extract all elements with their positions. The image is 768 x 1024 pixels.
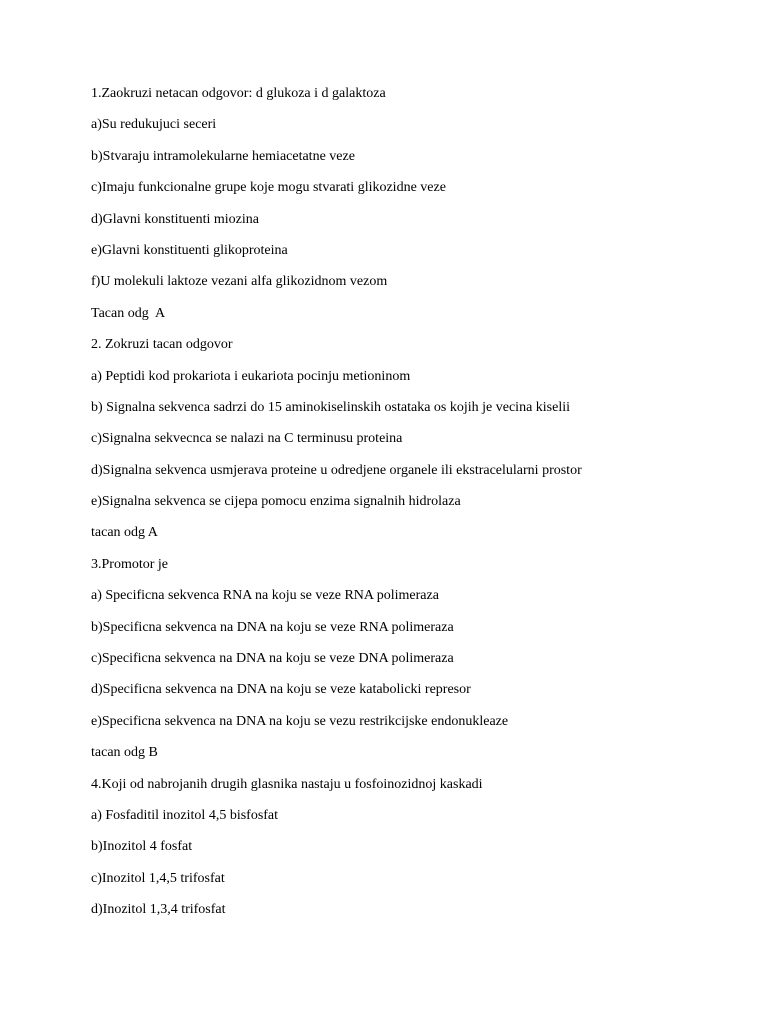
question-2-option-d: d)Signalna sekvenca usmjerava proteine u odredjene organele ili ekstracelularni prostor <box>91 462 582 478</box>
question-1-option-e: e)Glavni konstituenti glikoproteina <box>91 242 288 258</box>
question-3-answer: tacan odg B <box>91 745 158 761</box>
question-4-option-c: c)Inozitol 1,4,5 trifosfat <box>91 870 225 886</box>
question-3-option-c: c)Specificna sekvenca na DNA na koju se veze DNA polimeraza <box>91 651 454 667</box>
question-2-prompt: 2. Zokruzi tacan odgovor <box>91 337 233 353</box>
question-3-option-a: a) Specificna sekvenca RNA na koju se veze RNA polimeraza <box>91 588 439 604</box>
question-2-option-e: e)Signalna sekvenca se cijepa pomocu enzima signalnih hidrolaza <box>91 494 461 510</box>
question-2-option-a: a) Peptidi kod prokariota i eukariota pocinju metioninom <box>91 368 411 384</box>
document-text-body <box>91 84 751 932</box>
question-4-option-b: b)Inozitol 4 fosfat <box>91 839 193 855</box>
question-1-prompt: 1.Zaokruzi netacan odgovor: d glukoza i d galaktoza <box>91 86 386 101</box>
question-3-option-d: d)Specificna sekvenca na DNA na koju se veze katabolicki represor <box>91 682 471 698</box>
question-1-answer: Tacan odg A <box>91 305 166 321</box>
question-1-option-b: b)Stvaraju intramolekularne hemiacetatne veze <box>91 148 355 164</box>
question-4-option-a: a) Fosfaditil inozitol 4,5 bisfosfat <box>91 807 279 823</box>
question-1-option-c: c)Imaju funkcionalne grupe koje mogu stvarati glikozidne veze <box>91 180 446 196</box>
question-2-answer: tacan odg A <box>91 525 158 541</box>
question-2-option-b: b) Signalna sekvenca sadrzi do 15 aminokiselinskih ostataka os kojih je vecina kiselii <box>91 399 571 415</box>
question-1-option-a: a)Su redukujuci seceri <box>91 117 217 133</box>
question-3-option-e: e)Specificna sekvenca na DNA na koju se vezu restrikcijske endonukleaze <box>91 713 509 729</box>
question-1-option-d: d)Glavni konstituenti miozina <box>91 211 259 227</box>
question-3-option-b: b)Specificna sekvenca na DNA na koju se veze RNA polimeraza <box>91 619 454 635</box>
question-1-option-f: f)U molekuli laktoze vezani alfa glikozidnom vezom <box>91 274 388 290</box>
question-4-option-d: d)Inozitol 1,3,4 trifosfat <box>91 902 226 918</box>
question-3-prompt: 3.Promotor je <box>91 556 168 572</box>
question-4-prompt: 4.Koji od nabrojanih drugih glasnika nastaju u fosfoinozidnoj kaskadi <box>91 776 483 792</box>
question-2-option-c: c)Signalna sekvecnca se nalazi na C terminusu proteina <box>91 431 403 447</box>
